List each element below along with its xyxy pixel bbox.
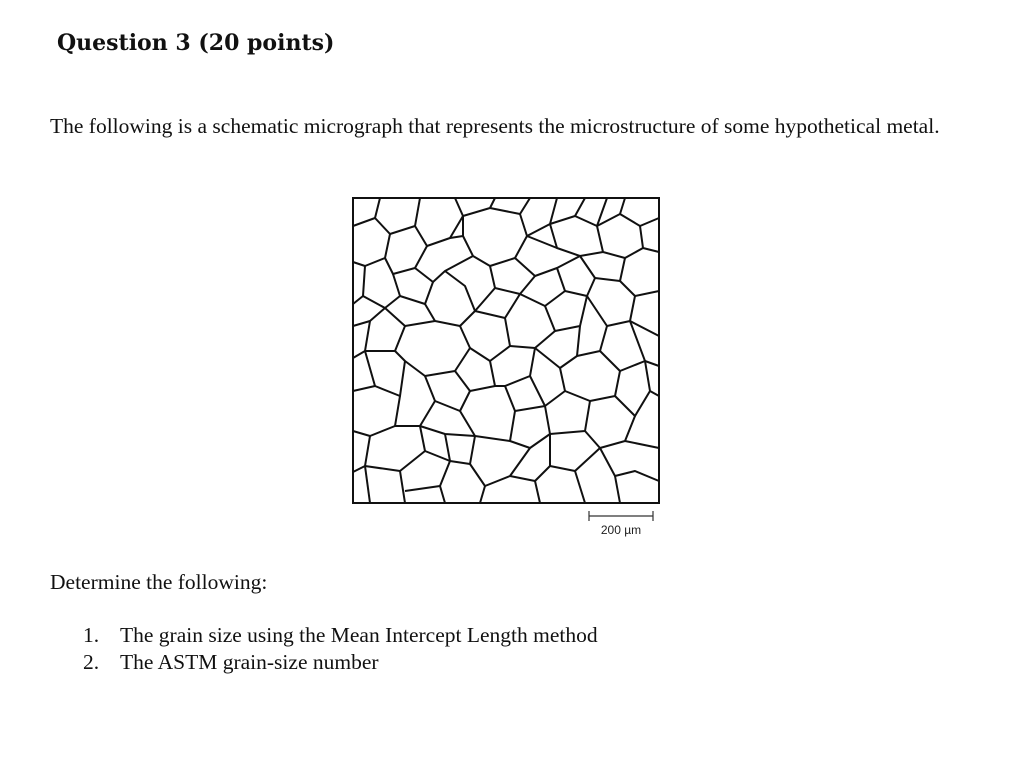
micrograph-figure [345, 186, 675, 546]
prompt-text: Determine the following: [50, 570, 268, 594]
list-item [83, 622, 598, 649]
micrograph-image [345, 186, 675, 546]
list-item [83, 649, 598, 676]
list-item-number: 2. [83, 650, 100, 674]
list-item-number: 1. [83, 623, 100, 647]
intro-paragraph: The following is a schematic micrograph that represents the microstructure of some hypothetical metal. [50, 114, 940, 138]
question-title: Question 3 (20 points) [57, 30, 335, 56]
task-list [83, 622, 598, 676]
list-item-text: The ASTM grain-size number [120, 650, 379, 674]
scale-bar [589, 511, 653, 521]
scale-bar-label: 200 µm [600, 523, 642, 537]
list-item-text: The grain size using the Mean Intercept Length method [120, 623, 598, 647]
